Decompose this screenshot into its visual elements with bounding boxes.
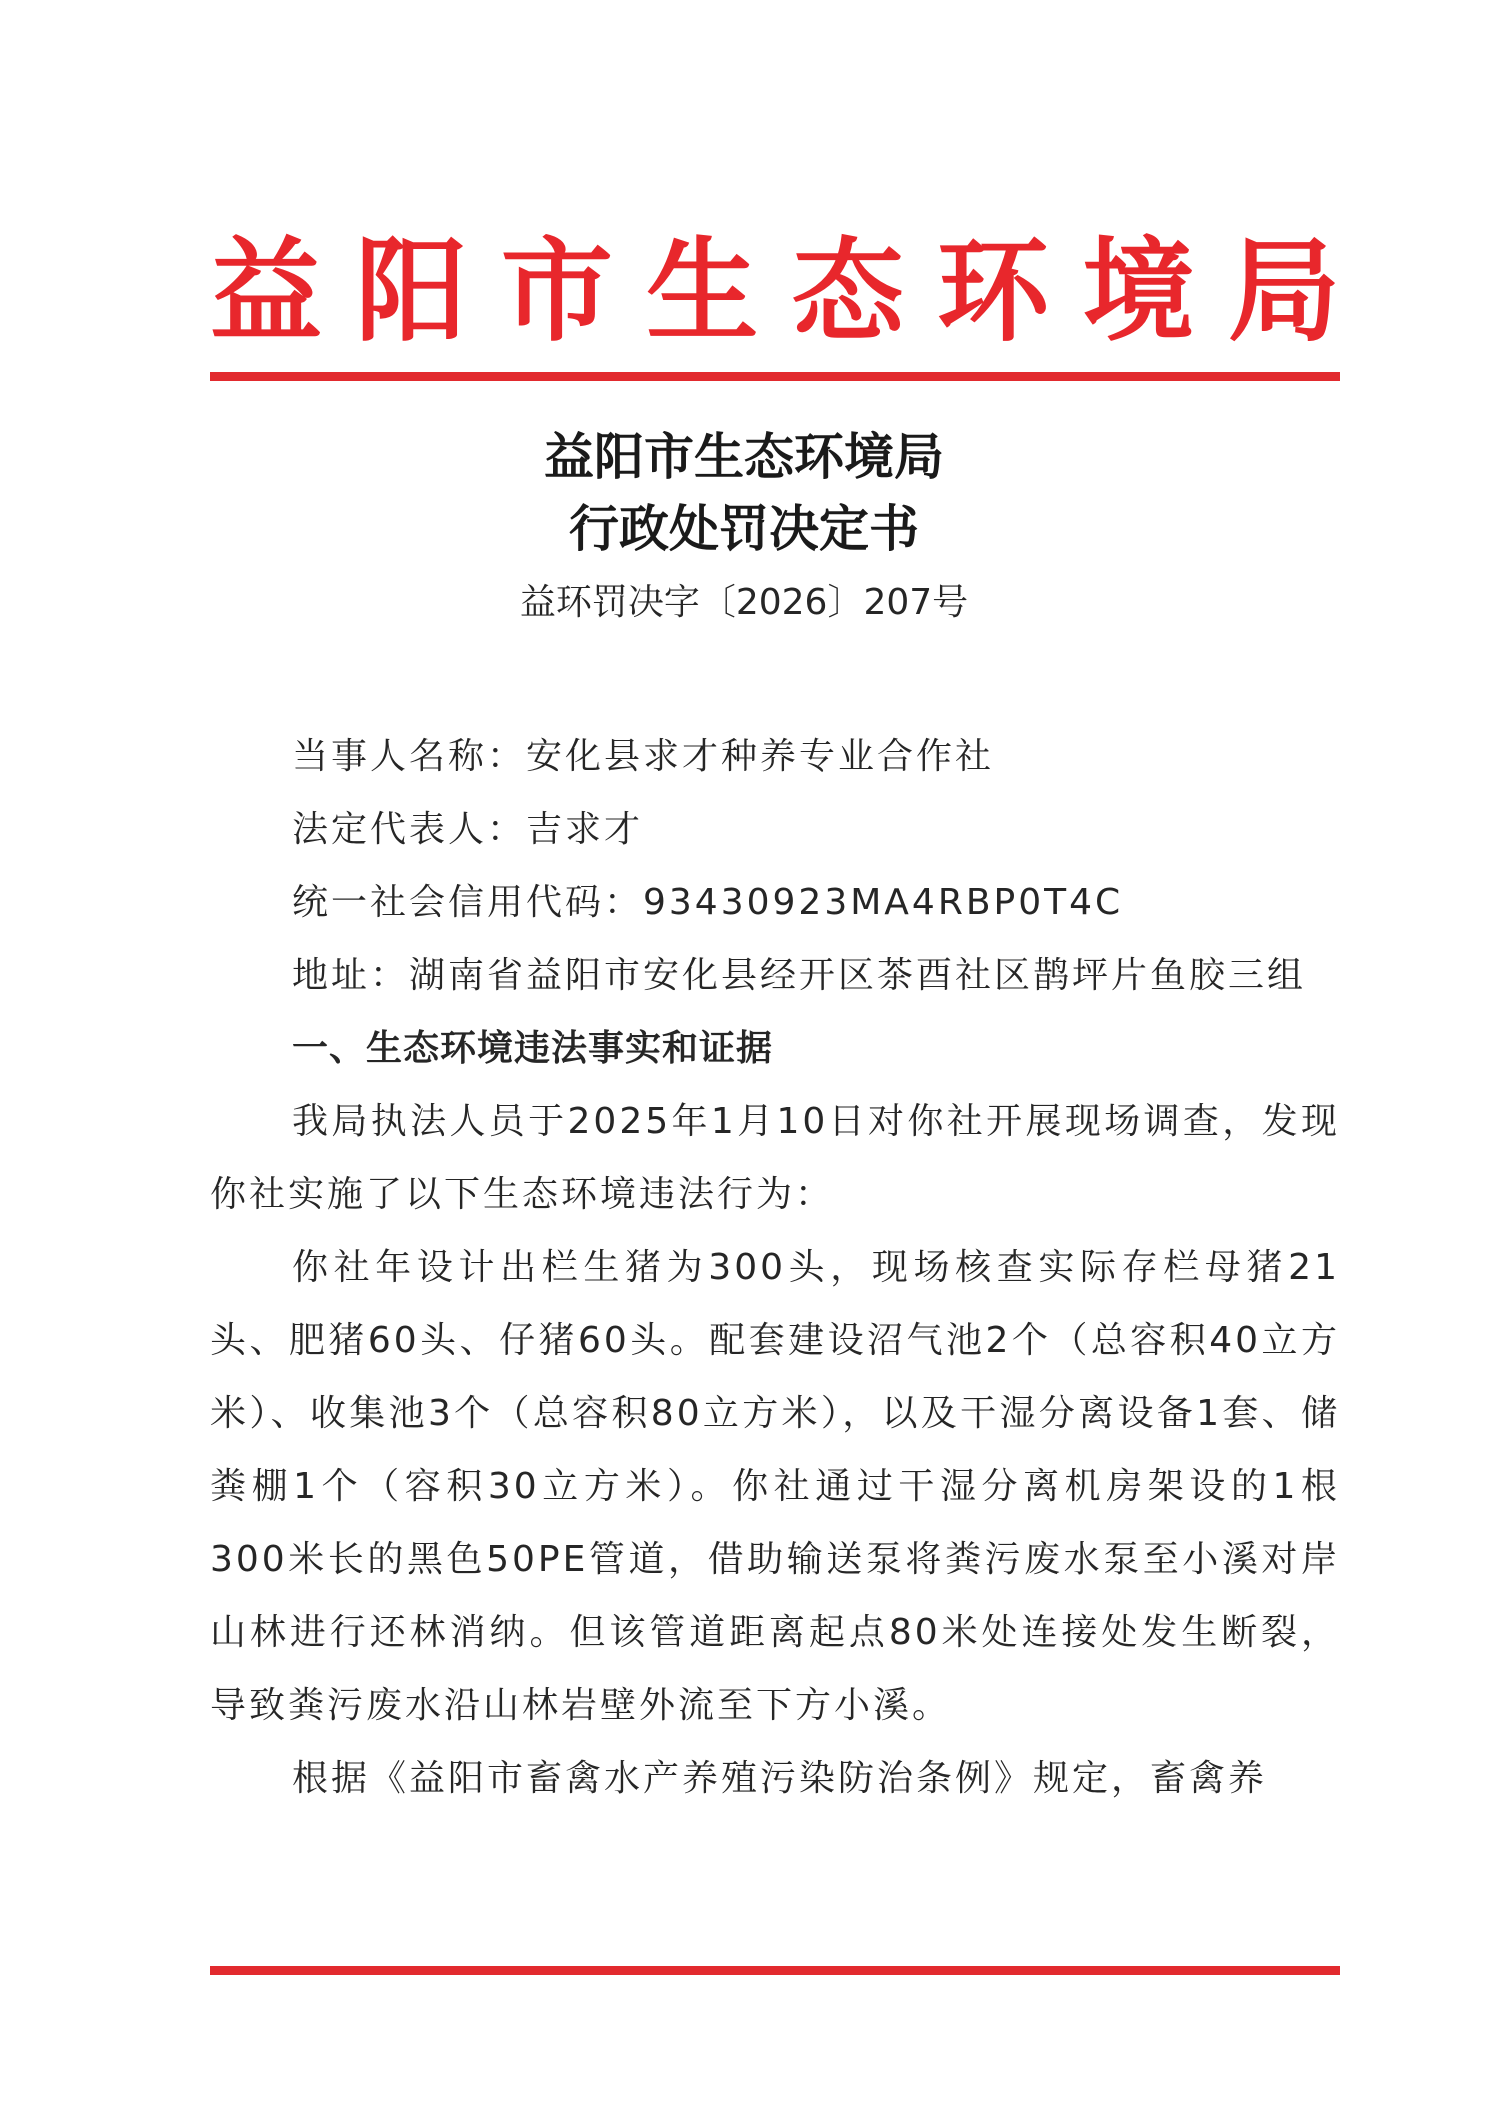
document-body [210, 720, 1340, 1815]
credit-code: 统一社会信用代码：93430923MA4RBP0T4C [292, 882, 1124, 923]
masthead-char: 态 [791, 226, 904, 357]
masthead-char: 境 [1082, 226, 1195, 357]
masthead-char: 局 [1227, 226, 1340, 357]
masthead-char: 市 [500, 226, 613, 357]
document-title-line2: 行政处罚决定书 [569, 499, 919, 558]
body-paragraph: 我局执法人员于2025年1月10日对你社开展现场调查，发现你社实施了以下生态环境违法行为： [210, 1101, 1340, 1215]
masthead-title [210, 226, 1340, 357]
legal-representative: 法定代表人：吉求才 [292, 809, 644, 850]
section-heading: 一、生态环境违法事实和证据 [292, 1028, 774, 1069]
masthead-char: 阳 [355, 226, 468, 357]
body-paragraph: 根据《益阳市畜禽水产养殖污染防治条例》规定，畜禽养 [292, 1758, 1268, 1799]
masthead-char: 益 [210, 226, 322, 357]
masthead-char: 环 [937, 226, 1050, 357]
document-number: 益环罚决字〔2026〕207号 [519, 582, 969, 623]
red-divider-bottom [210, 1966, 1340, 1975]
masthead-char: 生 [646, 226, 759, 357]
party-name: 当事人名称：安化县求才种养专业合作社 [292, 736, 995, 777]
address: 地址：湖南省益阳市安化县经开区茶酉社区鹊坪片鱼胶三组 [292, 955, 1307, 996]
document-title-line1: 益阳市生态环境局 [544, 427, 944, 486]
red-divider-top [210, 372, 1340, 381]
body-paragraph: 你社年设计出栏生猪为300头，现场核查实际存栏母猪21头、肥猪60头、仔猪60头。配套建设沼气池2个（总容积40立方米）、收集池3个（总容积80立方米），以及干湿分离设备1套、储粪棚1个（容积30立方米）。你社通过干湿分离机房架设的1根300米长的黑色50PE管道，借助输送泵将粪污废水泵至小溪对岸山林进行还林消纳。但该管道距离起点80米处连接处发生断裂，导致粪污废水沿山林岩壁外流至下方小溪。 [210, 1247, 1340, 1726]
